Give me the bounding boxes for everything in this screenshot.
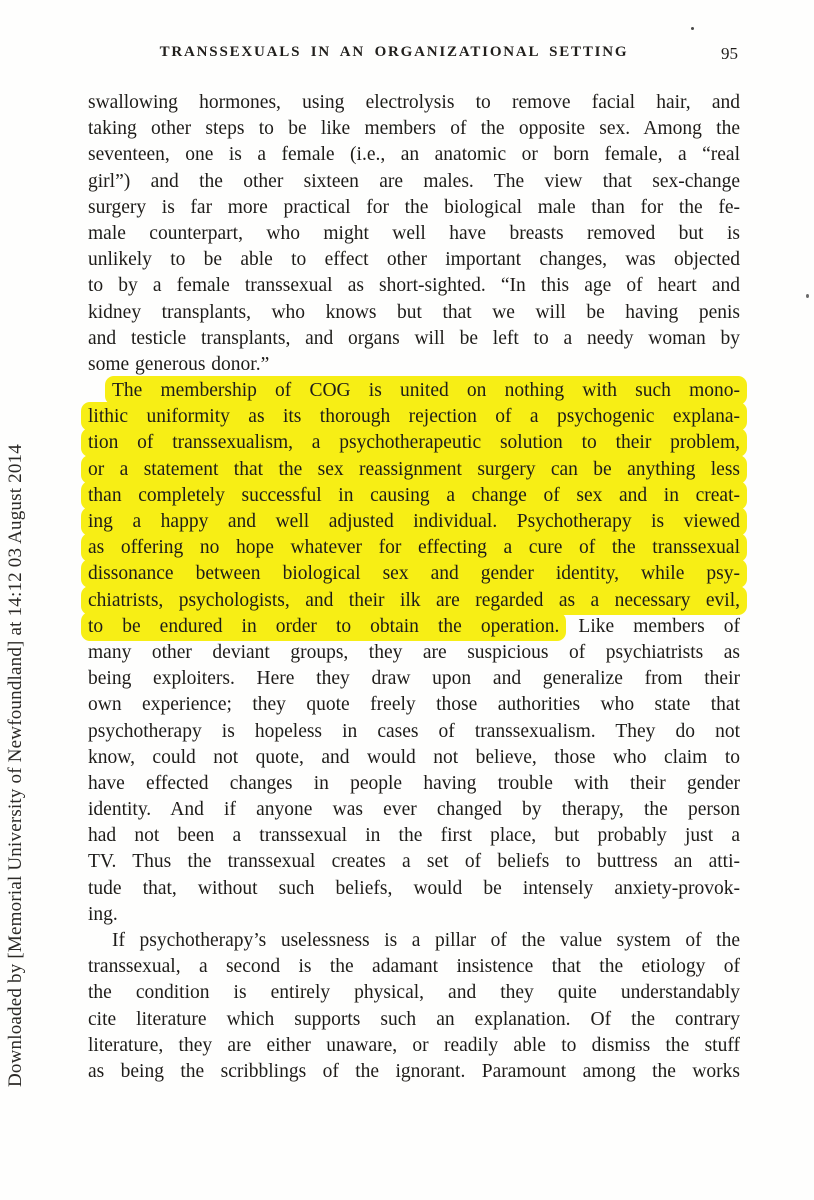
page-number: 95: [721, 44, 738, 63]
text-segment: unlikely to be able to effect other important changes, was objected: [88, 249, 740, 271]
text-line: [88, 954, 740, 980]
text-segment: psychotherapy is hopeless in cases of transsexualism. They do not: [88, 720, 740, 742]
text-segment: Like members of: [559, 615, 740, 637]
highlighted-text: tion of transsexualism, a psychotherapeutic solution to their problem,: [81, 428, 747, 457]
text-line: [88, 326, 740, 352]
highlighted-text: lithic uniformity as its thorough rejection of a psychogenic explana-: [81, 402, 747, 431]
text-line: [88, 116, 740, 142]
highlighted-text: ing a happy and well adjusted individual. Psychotherapy is viewed: [81, 507, 747, 536]
text-line: [88, 142, 740, 168]
text-segment: taking other steps to be like members of the opposite sex. Among the: [88, 118, 740, 140]
text-line: [88, 797, 740, 823]
text-line: [88, 823, 740, 849]
text-line: [88, 535, 740, 561]
text-segment: own experience; they quote freely those authorities who state that: [88, 694, 740, 716]
text-line: [88, 378, 740, 404]
text-line: [88, 719, 740, 745]
text-segment: If psychotherapy’s uselessness is a pillar of the value system of the: [112, 930, 740, 951]
text-line: [88, 588, 740, 614]
highlighted-text: The membership of COG is united on nothing with such mono-: [105, 376, 747, 405]
text-line: [88, 509, 740, 535]
text-segment: transsexual, a second is the adamant insistence that the etiology of: [88, 956, 740, 978]
text-line: [88, 876, 740, 902]
highlighted-text: chiatrists, psychologists, and their ilk are regarded as a necessary evil,: [81, 586, 747, 615]
scan-artifact-dot: [806, 294, 809, 298]
text-line: [88, 221, 740, 247]
scan-artifact-dot: [691, 27, 694, 30]
text-segment: as being the scribblings of the ignorant. Paramount among the works: [88, 1060, 740, 1082]
text-line: [88, 1007, 740, 1033]
running-head: [88, 44, 740, 68]
text-segment: TV. Thus the transsexual creates a set of beliefs to buttress an atti-: [88, 851, 740, 873]
text-segment: identity. And if anyone was ever changed by therapy, the person: [88, 799, 740, 821]
text-line: [88, 561, 740, 587]
highlighted-text: to be endured in order to obtain the operation.: [81, 612, 566, 641]
text-line: [88, 849, 740, 875]
text-segment: literature, they are either unaware, or readily able to dismiss the stuff: [88, 1034, 740, 1056]
text-segment: the condition is entirely physical, and they quite understandably: [88, 982, 740, 1004]
highlighted-text: than completely successful in causing a change of sex and in creat-: [81, 481, 747, 510]
text-segment: know, could not quote, and would not believe, those who claim to: [88, 746, 740, 768]
text-line: [88, 666, 740, 692]
text-segment: swallowing hormones, using electrolysis to remove facial hair, and: [88, 92, 740, 113]
body-text: [88, 90, 740, 1085]
text-line: [88, 928, 740, 954]
text-line: [88, 430, 740, 456]
text-line: [88, 771, 740, 797]
text-segment: cite literature which supports such an explanation. Of the contrary: [88, 1008, 740, 1030]
text-segment: had not been a transsexual in the first place, but probably just a: [88, 825, 740, 847]
text-segment: kidney transplants, who knows but that we will be having penis: [88, 301, 740, 323]
text-line: [88, 195, 740, 221]
text-line: [88, 614, 740, 640]
text-segment: ing.: [88, 903, 118, 925]
highlighted-text: as offering no hope whatever for effecting a cure of the transsexual: [81, 533, 747, 562]
text-line: [88, 169, 740, 195]
text-line: [88, 247, 740, 273]
text-line: [88, 745, 740, 771]
text-line: [88, 1059, 740, 1085]
text-line: [88, 640, 740, 666]
text-line: [88, 90, 740, 116]
text-line: [88, 902, 740, 928]
text-segment: tude that, without such beliefs, would be intensely anxiety-provok-: [88, 877, 740, 899]
text-segment: to by a female transsexual as short-sighted. “In this age of heart and: [88, 275, 740, 297]
text-line: [88, 273, 740, 299]
text-segment: male counterpart, who might well have breasts removed but is: [88, 222, 740, 244]
text-segment: some generous donor.”: [88, 353, 270, 375]
highlighted-text: dissonance between biological sex and gender identity, while psy-: [81, 559, 747, 588]
text-segment: and testicle transplants, and organs will be left to a needy woman by: [88, 327, 740, 349]
text-line: [88, 404, 740, 430]
text-line: [88, 352, 740, 378]
text-segment: surgery is far more practical for the biological male than for the fe-: [88, 196, 740, 218]
text-line: [88, 692, 740, 718]
text-segment: many other deviant groups, they are suspicious of psychiatrists as: [88, 641, 740, 663]
text-line: [88, 980, 740, 1006]
text-line: [88, 457, 740, 483]
text-line: [88, 300, 740, 326]
highlighted-text: or a statement that the sex reassignment surgery can be anything less: [81, 455, 747, 484]
download-stamp: Downloaded by [Memorial University of Newfoundland] at 14:12 03 August 2014: [5, 444, 26, 1087]
text-line: [88, 483, 740, 509]
running-head-title: TRANSSEXUALS IN AN ORGANIZATIONAL SETTING: [159, 44, 629, 60]
text-segment: have effected changes in people having trouble with their gender: [88, 772, 740, 794]
text-line: [88, 1033, 740, 1059]
text-segment: being exploiters. Here they draw upon and generalize from their: [88, 668, 740, 690]
text-segment: seventeen, one is a female (i.e., an anatomic or born female, a “real: [88, 144, 740, 166]
text-segment: girl”) and the other sixteen are males. The view that sex-change: [88, 170, 740, 192]
